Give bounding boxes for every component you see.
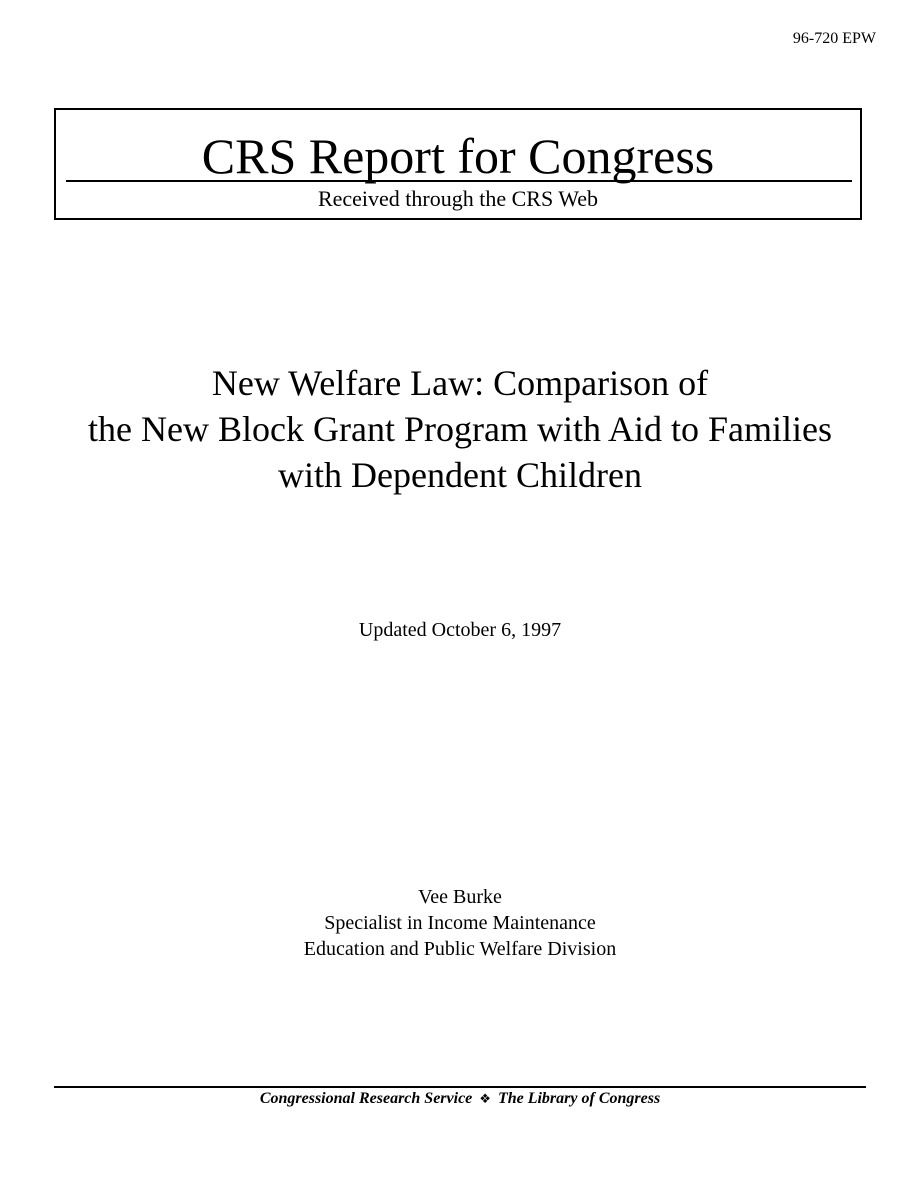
report-header-box: [54, 108, 862, 220]
report-title-line: with Dependent Children: [278, 455, 642, 495]
report-title: [20, 360, 900, 498]
footer-divider: [54, 1086, 866, 1088]
footer-library: The Library of Congress: [497, 1090, 661, 1107]
diamond-separator-icon: ❖: [479, 1092, 491, 1107]
report-number: 96-720 EPW: [792, 30, 876, 47]
author-block: [0, 884, 920, 962]
footer-organization: Congressional Research Service: [259, 1090, 473, 1107]
header-divider: [66, 180, 852, 182]
updated-date: Updated October 6, 1997: [358, 619, 562, 641]
header-subtitle: Received through the CRS Web: [317, 186, 599, 211]
footer: [0, 1090, 920, 1108]
author-position: Specialist in Income Maintenance: [324, 912, 596, 934]
header-title: CRS Report for Congress: [201, 128, 715, 184]
report-title-line: New Welfare Law: Comparison of: [211, 363, 709, 403]
author-division: Education and Public Welfare Division: [303, 938, 617, 960]
report-title-line: the New Block Grant Program with Aid to Families: [88, 409, 832, 449]
author-name: Vee Burke: [418, 886, 502, 908]
